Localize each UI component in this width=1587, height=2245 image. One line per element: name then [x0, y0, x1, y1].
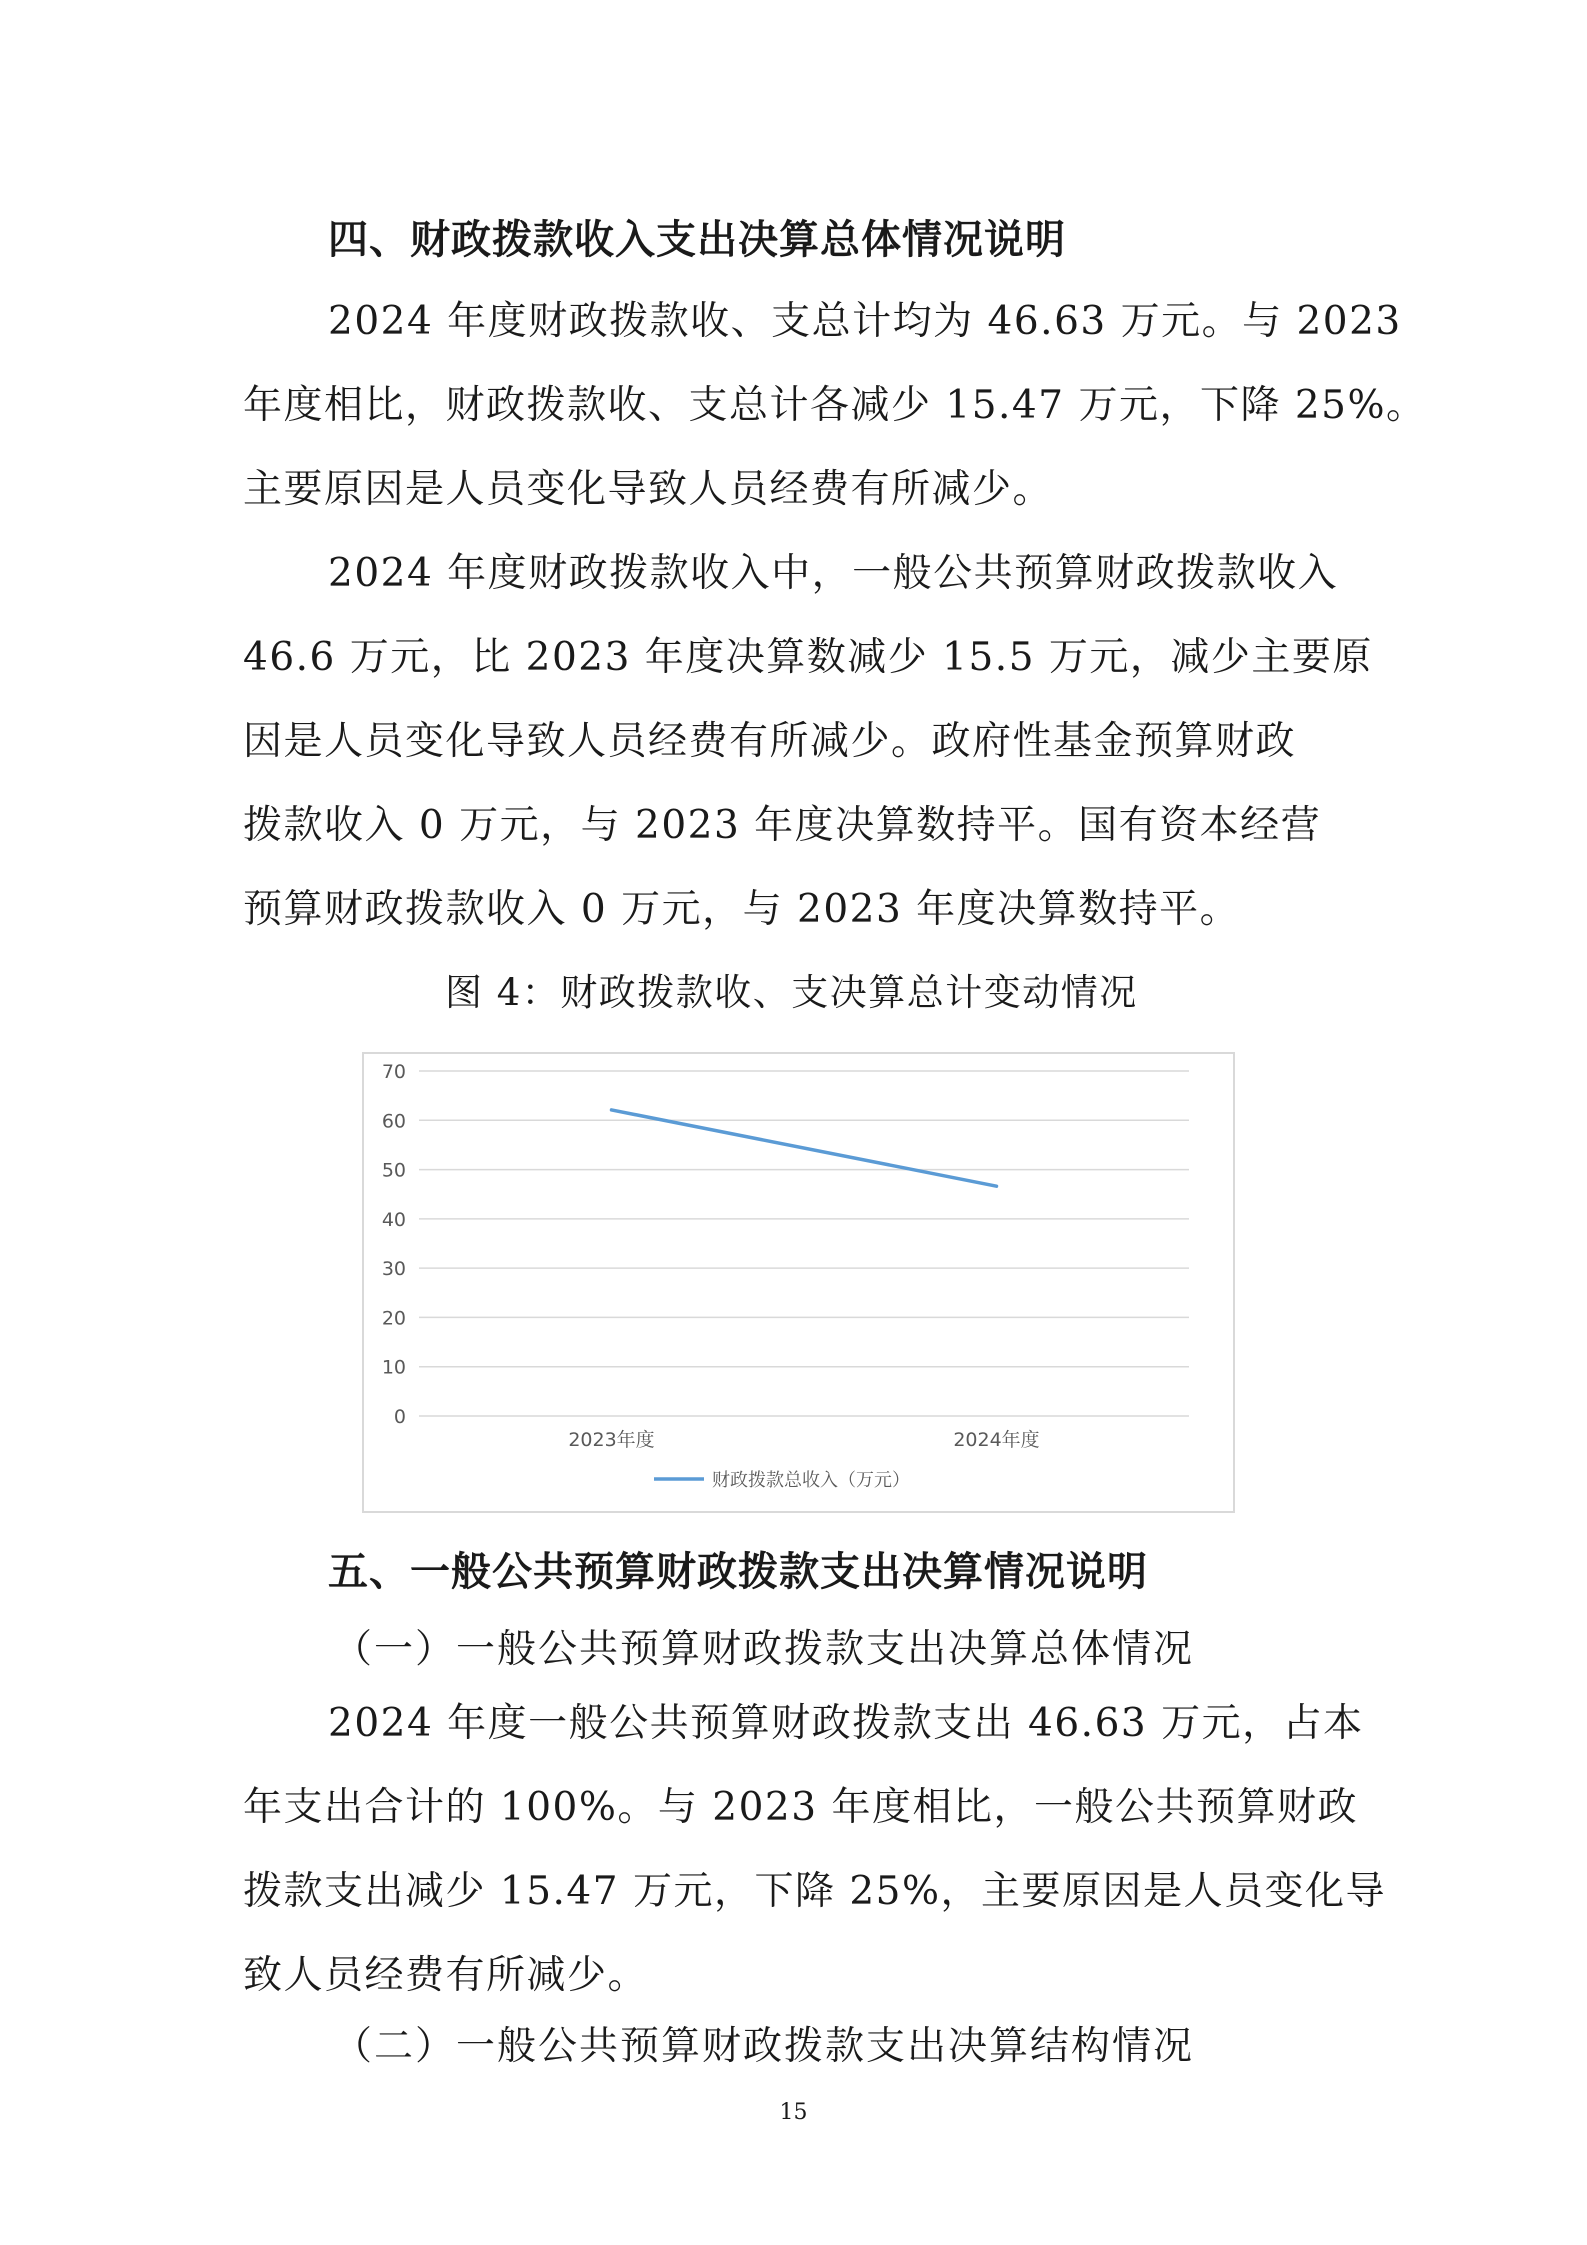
y-tick-label: 60: [381, 1110, 406, 1133]
paragraph-line: 致人员经费有所减少。: [243, 1953, 649, 1998]
paragraph-line: 46.6 万元，比 2023 年度决算数减少 15.5 万元，减少主要原: [243, 635, 1373, 680]
paragraph-line: 主要原因是人员变化导致人员经费有所减少。: [243, 467, 1054, 512]
y-tick-label: 40: [381, 1208, 406, 1231]
y-tick-label: 20: [381, 1307, 406, 1330]
x-tick-label: 2024年度: [953, 1429, 1040, 1451]
section5-heading: 五、一般公共预算财政拨款支出决算情况说明: [328, 1549, 1148, 1595]
paragraph-line: 2024 年度财政拨款收入中，一般公共预算财政拨款收入: [328, 551, 1339, 596]
y-tick-label: 30: [381, 1258, 406, 1281]
line-chart: [362, 1052, 1235, 1513]
paragraph-line: 年支出合计的 100%。与 2023 年度相比，一般公共预算财政: [243, 1785, 1358, 1830]
chart-svg: [364, 1054, 1233, 1511]
paragraph-line: 预算财政拨款收入 0 万元，与 2023 年度决算数持平。: [243, 887, 1241, 932]
y-tick-label: 50: [381, 1159, 406, 1182]
subsection2-heading: （二）一般公共预算财政拨款支出决算结构情况: [333, 2024, 1195, 2069]
legend-label: 财政拨款总收入（万元）: [712, 1470, 910, 1491]
figure-caption: 图 4：财政拨款收、支决算总计变动情况: [445, 971, 1138, 1014]
y-tick-label: 10: [381, 1356, 406, 1379]
paragraph-line: 2024 年度财政拨款收、支总计均为 46.63 万元。与 2023: [328, 299, 1402, 344]
x-tick-label: 2023年度: [568, 1429, 655, 1451]
page-number: 15: [779, 2100, 808, 2125]
series-line: [612, 1110, 997, 1186]
y-tick-label: 70: [381, 1061, 406, 1083]
section4-heading: 四、财政拨款收入支出决算总体情况说明: [328, 217, 1066, 263]
paragraph-line: 2024 年度一般公共预算财政拨款支出 46.63 万元，占本: [328, 1701, 1364, 1746]
subsection1-heading: （一）一般公共预算财政拨款支出决算总体情况: [333, 1627, 1195, 1672]
paragraph-line: 年度相比，财政拨款收、支总计各减少 15.47 万元，下降 25%。: [243, 383, 1427, 428]
paragraph-line: 拨款收入 0 万元，与 2023 年度决算数持平。国有资本经营: [243, 803, 1322, 848]
y-tick-label: 0: [393, 1406, 406, 1428]
paragraph-line: 拨款支出减少 15.47 万元，下降 25%，主要原因是人员变化导: [243, 1869, 1387, 1914]
paragraph-line: 因是人员变化导致人员经费有所减少。政府性基金预算财政: [243, 719, 1297, 764]
